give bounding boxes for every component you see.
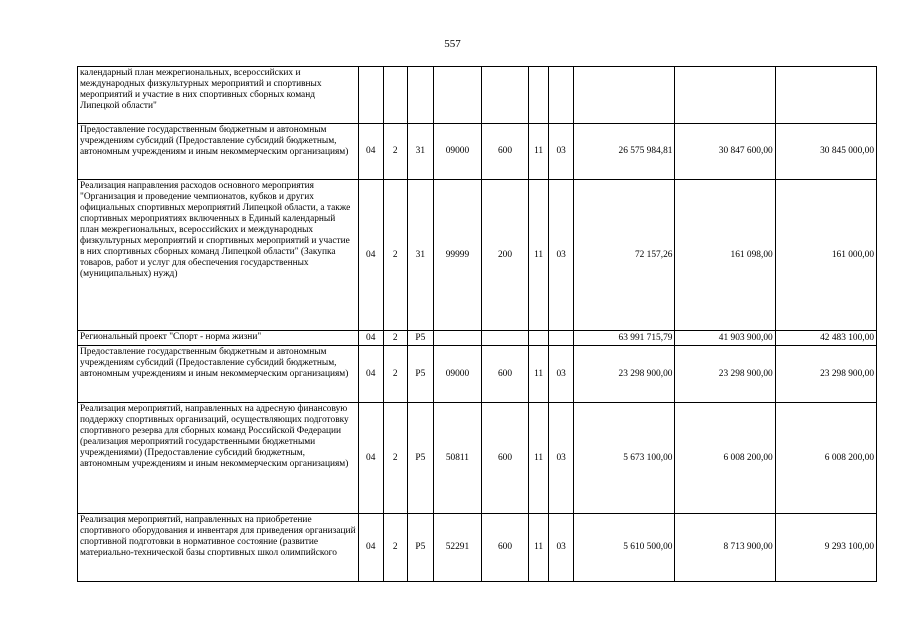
row-description: Реализация направления расходов основного мероприятия "Организация и проведение чемпионатов, кубков и других официальных спортивных мероприятий Липецкой области, а также спортивных мероприятиях включенных в Единый календарный план межрегиональных, всероссийских и международных физкультурных мероприятий и спортивных мероприятий и участие в них спортивных сборных команд Липецкой области" (Закупка товаров, работ и услуг для обеспечения государственных (муниципальных) нужд) [78, 180, 359, 331]
budget-table [77, 66, 877, 582]
page-number: 557 [444, 38, 461, 50]
row-description: Реализация мероприятий, направленных на адресную финансовую поддержку спортивных организаций, осуществляющих подготовку спортивного резерва для сборных команд Российской Федерации (реализация мероприятий государственными бюджетными учреждениями) (Предоставление субсидий бюджетным, автономным учреждениям и иным некоммерческим организациям) [78, 403, 359, 514]
main-event-code: 31 [407, 124, 433, 180]
section-code: 11 [529, 124, 549, 180]
subsection-code [549, 67, 574, 124]
row-description: Региональный проект "Спорт - норма жизни" [78, 331, 359, 346]
subprogram-code: 2 [383, 403, 407, 514]
section-code: 11 [529, 403, 549, 514]
amount-year-2: 23 298 900,00 [675, 346, 775, 403]
table-row [78, 67, 877, 124]
program-code: 04 [358, 180, 383, 331]
amount-year-3: 42 483 100,00 [775, 331, 876, 346]
subsection-code [549, 331, 574, 346]
row-description: календарный план межрегиональных, всероссийских и международных физкультурных мероприятий и спортивных мероприятий и участие в них спортивных сборных команд Липецкой области" [78, 67, 359, 124]
amount-year-2 [675, 67, 775, 124]
row-description: Предоставление государственным бюджетным и автономным учреждениям субсидий (Предоставление субсидий бюджетным, автономным учреждениям и иным некоммерческим организациям) [78, 124, 359, 180]
table-row [78, 514, 877, 582]
table-row [78, 124, 877, 180]
subsection-code: 03 [549, 180, 574, 331]
main-event-code: P5 [407, 346, 433, 403]
program-code: 04 [358, 403, 383, 514]
program-code: 04 [358, 331, 383, 346]
direction-code: 99999 [433, 180, 481, 331]
program-code: 04 [358, 514, 383, 582]
amount-year-1: 63 991 715,79 [574, 331, 675, 346]
section-code [529, 331, 549, 346]
amount-year-1: 72 157,26 [574, 180, 675, 331]
main-event-code: P5 [407, 403, 433, 514]
main-event-code: 31 [407, 180, 433, 331]
subsection-code: 03 [549, 403, 574, 514]
row-description: Реализация мероприятий, направленных на приобретение спортивного оборудования и инвентаря для приведения организаций спортивной подготовки в нормативное состояние (развитие материально-технической базы спортивных школ олимпийского [78, 514, 359, 582]
amount-year-3: 23 298 900,00 [775, 346, 876, 403]
expense-type-code [481, 67, 528, 124]
subprogram-code: 2 [383, 346, 407, 403]
amount-year-2: 6 008 200,00 [675, 403, 775, 514]
direction-code [433, 331, 481, 346]
section-code: 11 [529, 180, 549, 331]
program-code [358, 67, 383, 124]
subprogram-code: 2 [383, 514, 407, 582]
direction-code: 52291 [433, 514, 481, 582]
subprogram-code: 2 [383, 331, 407, 346]
amount-year-1: 26 575 984,81 [574, 124, 675, 180]
direction-code: 50811 [433, 403, 481, 514]
direction-code: 09000 [433, 346, 481, 403]
amount-year-3: 9 293 100,00 [775, 514, 876, 582]
expense-type-code: 600 [481, 403, 528, 514]
subprogram-code [383, 67, 407, 124]
subsection-code: 03 [549, 514, 574, 582]
amount-year-2: 30 847 600,00 [675, 124, 775, 180]
table-row [78, 403, 877, 514]
amount-year-1 [574, 67, 675, 124]
table-row [78, 346, 877, 403]
table-row [78, 180, 877, 331]
expense-type-code: 600 [481, 514, 528, 582]
subprogram-code: 2 [383, 124, 407, 180]
expense-type-code: 200 [481, 180, 528, 331]
amount-year-2: 41 903 900,00 [675, 331, 775, 346]
amount-year-1: 5 610 500,00 [574, 514, 675, 582]
main-event-code [407, 67, 433, 124]
direction-code: 09000 [433, 124, 481, 180]
amount-year-3 [775, 67, 876, 124]
table-row [78, 331, 877, 346]
amount-year-1: 23 298 900,00 [574, 346, 675, 403]
subsection-code: 03 [549, 124, 574, 180]
main-event-code: P5 [407, 514, 433, 582]
amount-year-2: 8 713 900,00 [675, 514, 775, 582]
section-code: 11 [529, 514, 549, 582]
subprogram-code: 2 [383, 180, 407, 331]
row-description: Предоставление государственным бюджетным и автономным учреждениям субсидий (Предоставление субсидий бюджетным, автономным учреждениям и иным некоммерческим организациям) [78, 346, 359, 403]
amount-year-2: 161 098,00 [675, 180, 775, 331]
program-code: 04 [358, 124, 383, 180]
section-code [529, 67, 549, 124]
amount-year-3: 161 000,00 [775, 180, 876, 331]
expense-type-code: 600 [481, 124, 528, 180]
program-code: 04 [358, 346, 383, 403]
direction-code [433, 67, 481, 124]
amount-year-3: 30 845 000,00 [775, 124, 876, 180]
expense-type-code [481, 331, 528, 346]
subsection-code: 03 [549, 346, 574, 403]
section-code: 11 [529, 346, 549, 403]
amount-year-3: 6 008 200,00 [775, 403, 876, 514]
expense-type-code: 600 [481, 346, 528, 403]
main-event-code: P5 [407, 331, 433, 346]
amount-year-1: 5 673 100,00 [574, 403, 675, 514]
